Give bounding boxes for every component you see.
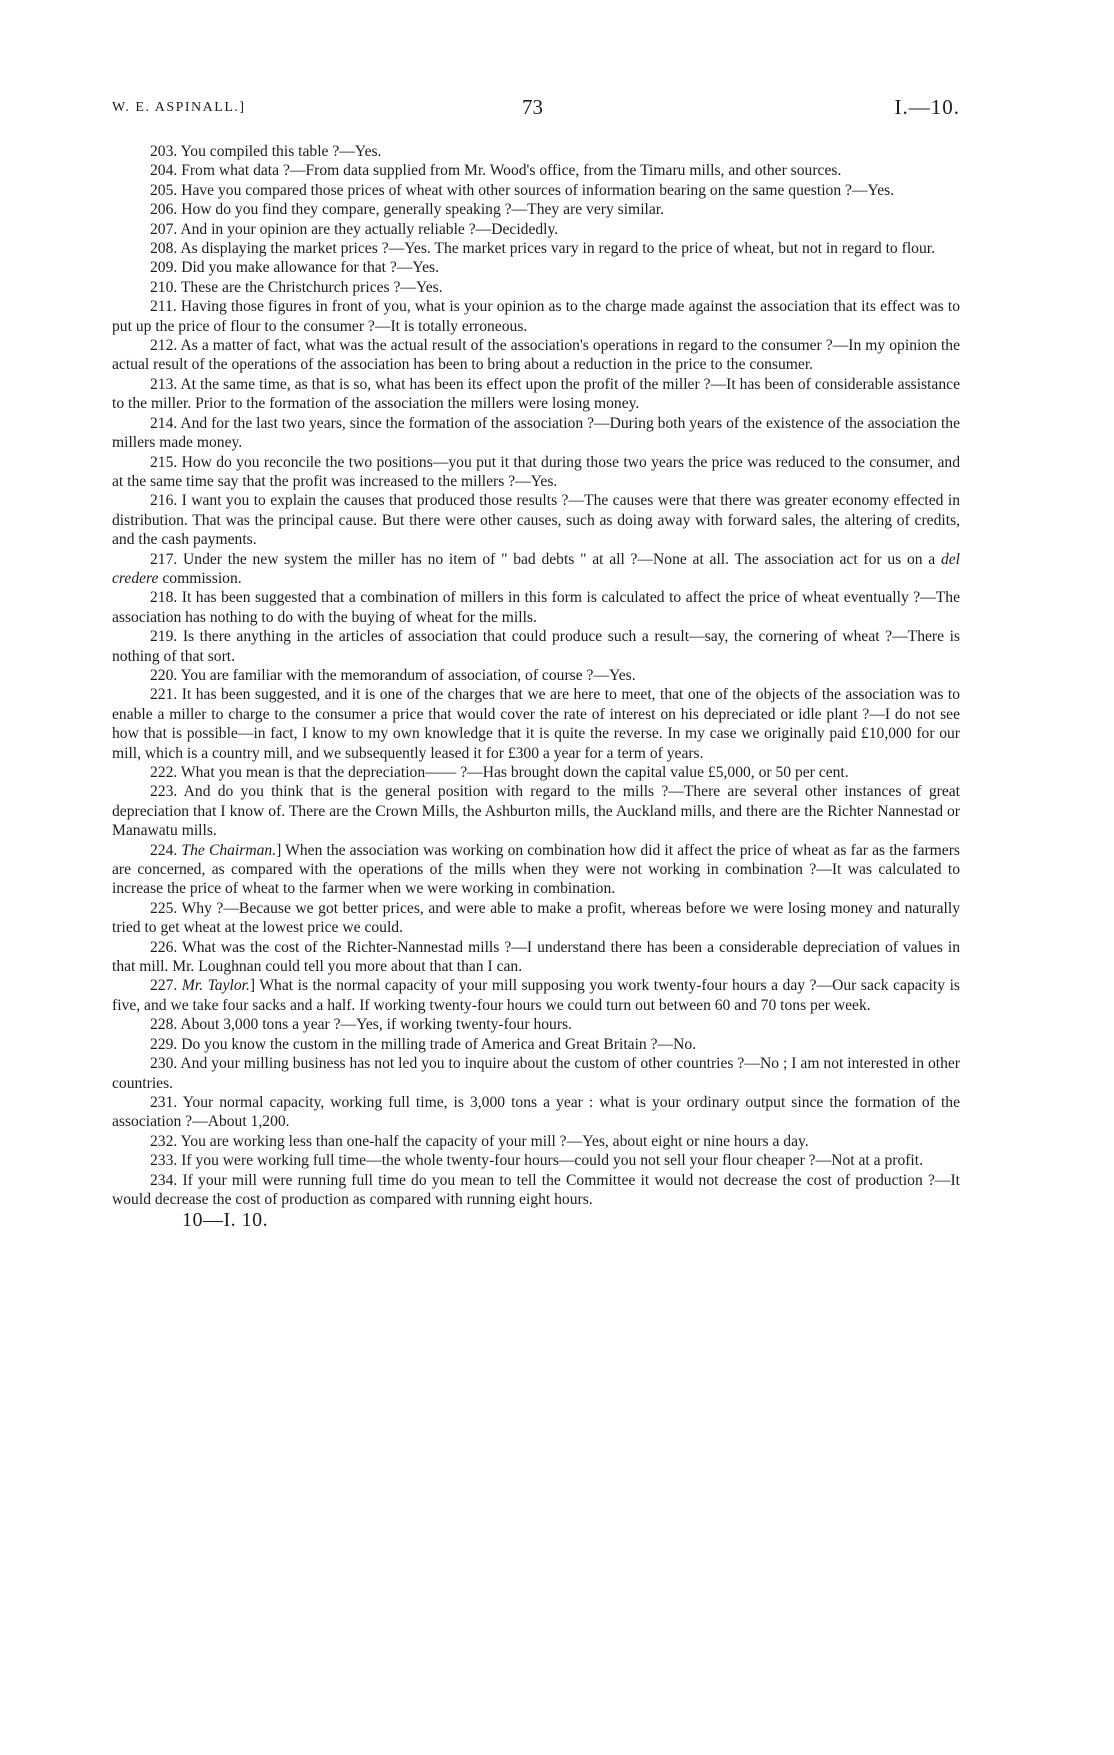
question-231: 231. Your normal capacity, working full time, is 3,000 tons a year : what is your ordinary output since the formation of the association ?—About 1,200. [112,1093,960,1131]
question-209: 209. Did you make allowance for that ?—Yes. [150,259,440,277]
question-226: 226. What was the cost of the Richter-Nannestad mills ?—I understand there has been a considerable depreciation of values in that mill. Mr. Loughnan could tell you more about that than I can. [112,938,960,976]
question-206: 206. How do you find they compare, generally speaking ?—They are very similar. [150,201,665,219]
question-215: 215. How do you reconcile the two positions—you put it that during those two years the price was reduced to the consumer, and at the same time say that the profit was increased to the millers ?—Yes. [112,453,960,490]
question-232: 232. You are working less than one-half the capacity of your mill ?—Yes, about eight or nine hours a day. [150,1132,809,1150]
question-229: 229. Do you know the custom in the milling trade of America and Great Britain ?—No. [150,1035,697,1053]
question-227-text: ] What is the normal capacity of your mill supposing you work twenty-four hours a day ?—Our sack capacity is five, and we take four sacks and a half. If working twenty-four hours we could turn out between 60 and 70 tons per week. [112,977,960,1014]
testimony-body [112,142,960,1231]
speaker-chairman: The Chairman. [181,841,277,859]
question-211: 211. Having those figures in front of you, what is your opinion as to the charge made against the association that its effect was to put up the price of flour to the consumer ?—It is totally erroneous. [112,298,960,335]
question-225: 225. Why ?—Because we got better prices, and were able to make a profit, whereas before we were losing money and naturally tried to get wheat at the lowest price we could. [112,899,960,937]
question-217-text: 217. Under the new system the miller has no item of " bad debts " at all ?—None at all. The association act for us on a [150,550,941,568]
question-219: 219. Is there anything in the articles of association that could produce such a result—say, the cornering of wheat ?—There is nothing of that sort. [112,628,960,665]
question-224 [112,841,960,899]
question-218: 218. It has been suggested that a combination of millers in this form is calculated to affect the price of wheat eventually ?—The association has nothing to do with the buying of wheat for the mills. [112,589,960,626]
question-217 [112,550,960,589]
question-204: 204. From what data ?—From data supplied from Mr. Wood's office, from the Timaru mills, and other sources. [150,162,842,180]
speaker-mr-taylor: Mr. Taylor. [181,977,250,995]
printer-signature: 10—I. 10. [182,1209,269,1232]
page-number: 73 [522,95,543,119]
question-208: 208. As displaying the market prices ?—Yes. The market prices vary in regard to the price of wheat, but not in regard to flour. [150,240,935,258]
question-227-number: 227. [150,977,182,995]
question-224-number: 224. [150,841,182,859]
question-221: 221. It has been suggested, and it is one of the charges that we are here to meet, that one of the objects of the association was to enable a miller to charge to the consumer a price that would cover the rate of interest on his depreciated or idle plant ?—I do not see how that is possible—in fact, I know to my own knowledge that it is quite the reverse. In my case we originally paid £10,000 for our mill, which is a country mill, and we subsequently leased it for £300 a year for a term of years. [112,686,960,762]
question-228: 228. About 3,000 tons a year ?—Yes, if working twenty-four hours. [150,1016,572,1034]
question-207: 207. And in your opinion are they actually reliable ?—Decidedly. [150,220,559,238]
question-233: 233. If you were working full time—the whole twenty-four hours—could you not sell your flour cheaper ?—Not at a profit. [150,1152,923,1170]
question-234: 234. If your mill were running full time do you mean to tell the Committee it would not decrease the cost of production ?—It would decrease the cost of production as compared with running eight hours. [112,1171,960,1208]
question-205: 205. Have you compared those prices of wheat with other sources of information bearing on the same question ?—Yes. [150,181,895,199]
question-212: 212. As a matter of fact, what was the actual result of the association's operations in regard to the consumer ?—In my opinion the actual result of the operations of the association has been to bring about a reduction in the price to the consumer. [112,337,960,374]
question-213: 213. At the same time, as that is so, what has been its effect upon the profit of the miller ?—It has been of considerable assistance to the miller. Prior to the formation of the association the millers were losing money. [112,375,960,413]
question-227 [112,976,960,1015]
question-203: 203. You compiled this table ?—Yes. [150,143,382,160]
question-224-text: ] When the association was working on combination how did it affect the price of wheat as far as the farmers are concerned, as compared with the operations of the mills when they were not working in combination ?—It was calculated to increase the price of wheat to the farmer when we were working in combination. [112,841,960,898]
question-223: 223. And do you think that is the general position with regard to the mills ?—There are several other instances of great depreciation that I know of. There are the Crown Mills, the Ashburton mills, the Auckland mills, and there are the Richter Nannestad or Manawatu mills. [112,783,960,840]
question-217-end: commission. [158,569,242,587]
document-reference: I.—10. [894,95,960,119]
question-216: 216. I want you to explain the causes that produced those results ?—The causes were that there was greater economy effected in distribution. That was the principal cause. But there were other causes, such as doing away with forward sales, the altering of credits, and the cash payments. [112,492,960,549]
question-214: 214. And for the last two years, since the formation of the association ?—During both years of the existence of the association the millers made money. [112,414,960,452]
witness-name: W. E. ASPINALL.] [112,100,246,115]
question-222: 222. What you mean is that the depreciation—— ?—Has brought down the capital value £5,000, or 50 per cent. [150,764,849,781]
del-credere-term: del credere [112,550,960,587]
question-220: 220. You are familiar with the memorandum of association, of course ?—Yes. [150,666,636,684]
question-230: 230. And your milling business has not led you to inquire about the custom of other countries ?—No ; I am not interested in other countries. [112,1055,960,1092]
question-210: 210. These are the Christchurch prices ?—Yes. [150,278,443,296]
page-header [112,96,960,124]
